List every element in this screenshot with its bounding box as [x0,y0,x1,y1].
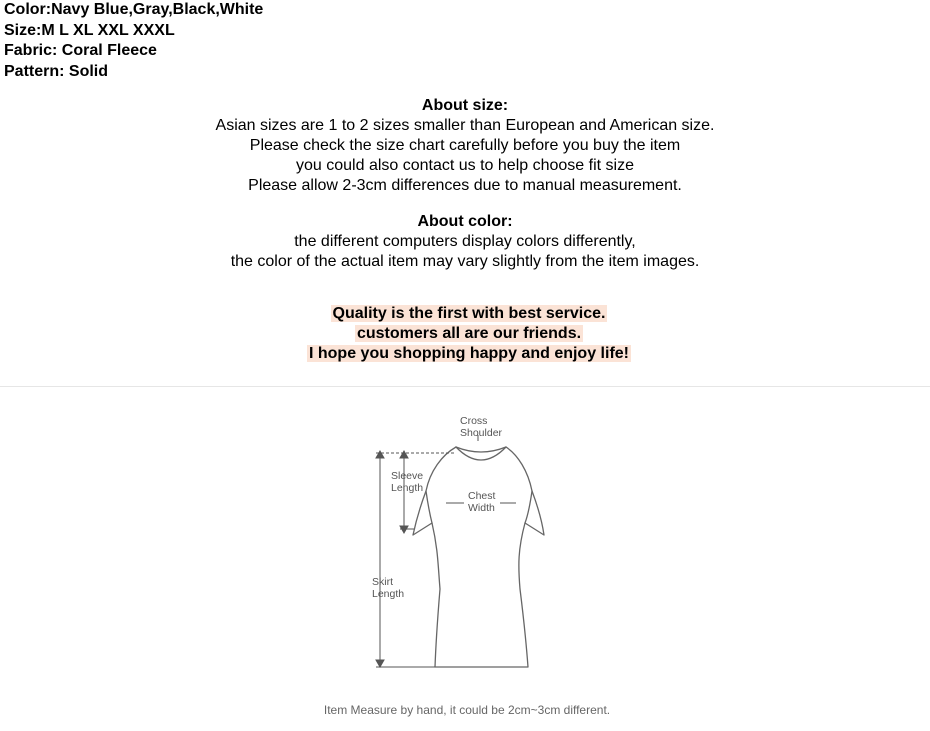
skirt-length-label: Skirt [372,576,393,588]
cross-shoulder-label: Shoulder [460,427,503,439]
slogan-line: I hope you shopping happy and enjoy life! [308,345,629,362]
about-color-line: the different computers display colors differently, [294,233,636,250]
about-size-heading: About size: [421,97,509,114]
slogan-line: Quality is the first with best service. [332,305,606,322]
about-color-section [0,212,930,272]
slogan-block [0,304,930,364]
section-divider [0,386,930,387]
about-size-line: you could also contact us to help choose fit size [296,157,634,174]
chest-width-label: Width [468,502,495,514]
product-specs [4,0,263,82]
cross-shoulder-label: Cross [460,415,488,427]
about-size-line: Please allow 2-3cm differences due to manual measurement. [248,177,682,194]
spec-size: Size:M L XL XXL XXXL [4,21,175,39]
measurement-footnote: Item Measure by hand, it could be 2cm~3cm different. [323,703,611,717]
about-size-line: Asian sizes are 1 to 2 sizes smaller than European and American size. [215,117,715,134]
dress-outline-drawing [360,405,560,680]
sleeve-length-label: Length [391,482,424,494]
spec-pattern: Pattern: Solid [4,62,109,80]
about-size-line: Please check the size chart carefully before you buy the item [249,137,681,154]
about-color-line: the color of the actual item may vary slightly from the item images. [230,253,700,270]
neckline-back-shape [456,447,506,452]
spec-fabric: Fabric: Coral Fleece [4,42,157,59]
chest-width-label: Chest [468,490,496,502]
slogan-line: customers all are our friends. [356,325,582,342]
about-color-heading: About color: [417,213,513,230]
spec-color: Color:Navy Blue,Gray,Black,White [4,1,264,18]
skirt-length-label: Length [372,588,405,600]
left-armhole-shape [426,491,432,523]
sleeve-length-label: Sleeve [391,470,424,482]
skirt-arrow-bottom [376,660,384,667]
dress-body-shape [413,447,544,667]
size-measurement-diagram [360,405,560,680]
right-armhole-shape [525,491,532,523]
sleeve-arrow-top [400,451,408,458]
skirt-arrow-top [376,451,384,458]
about-size-section [0,96,930,196]
